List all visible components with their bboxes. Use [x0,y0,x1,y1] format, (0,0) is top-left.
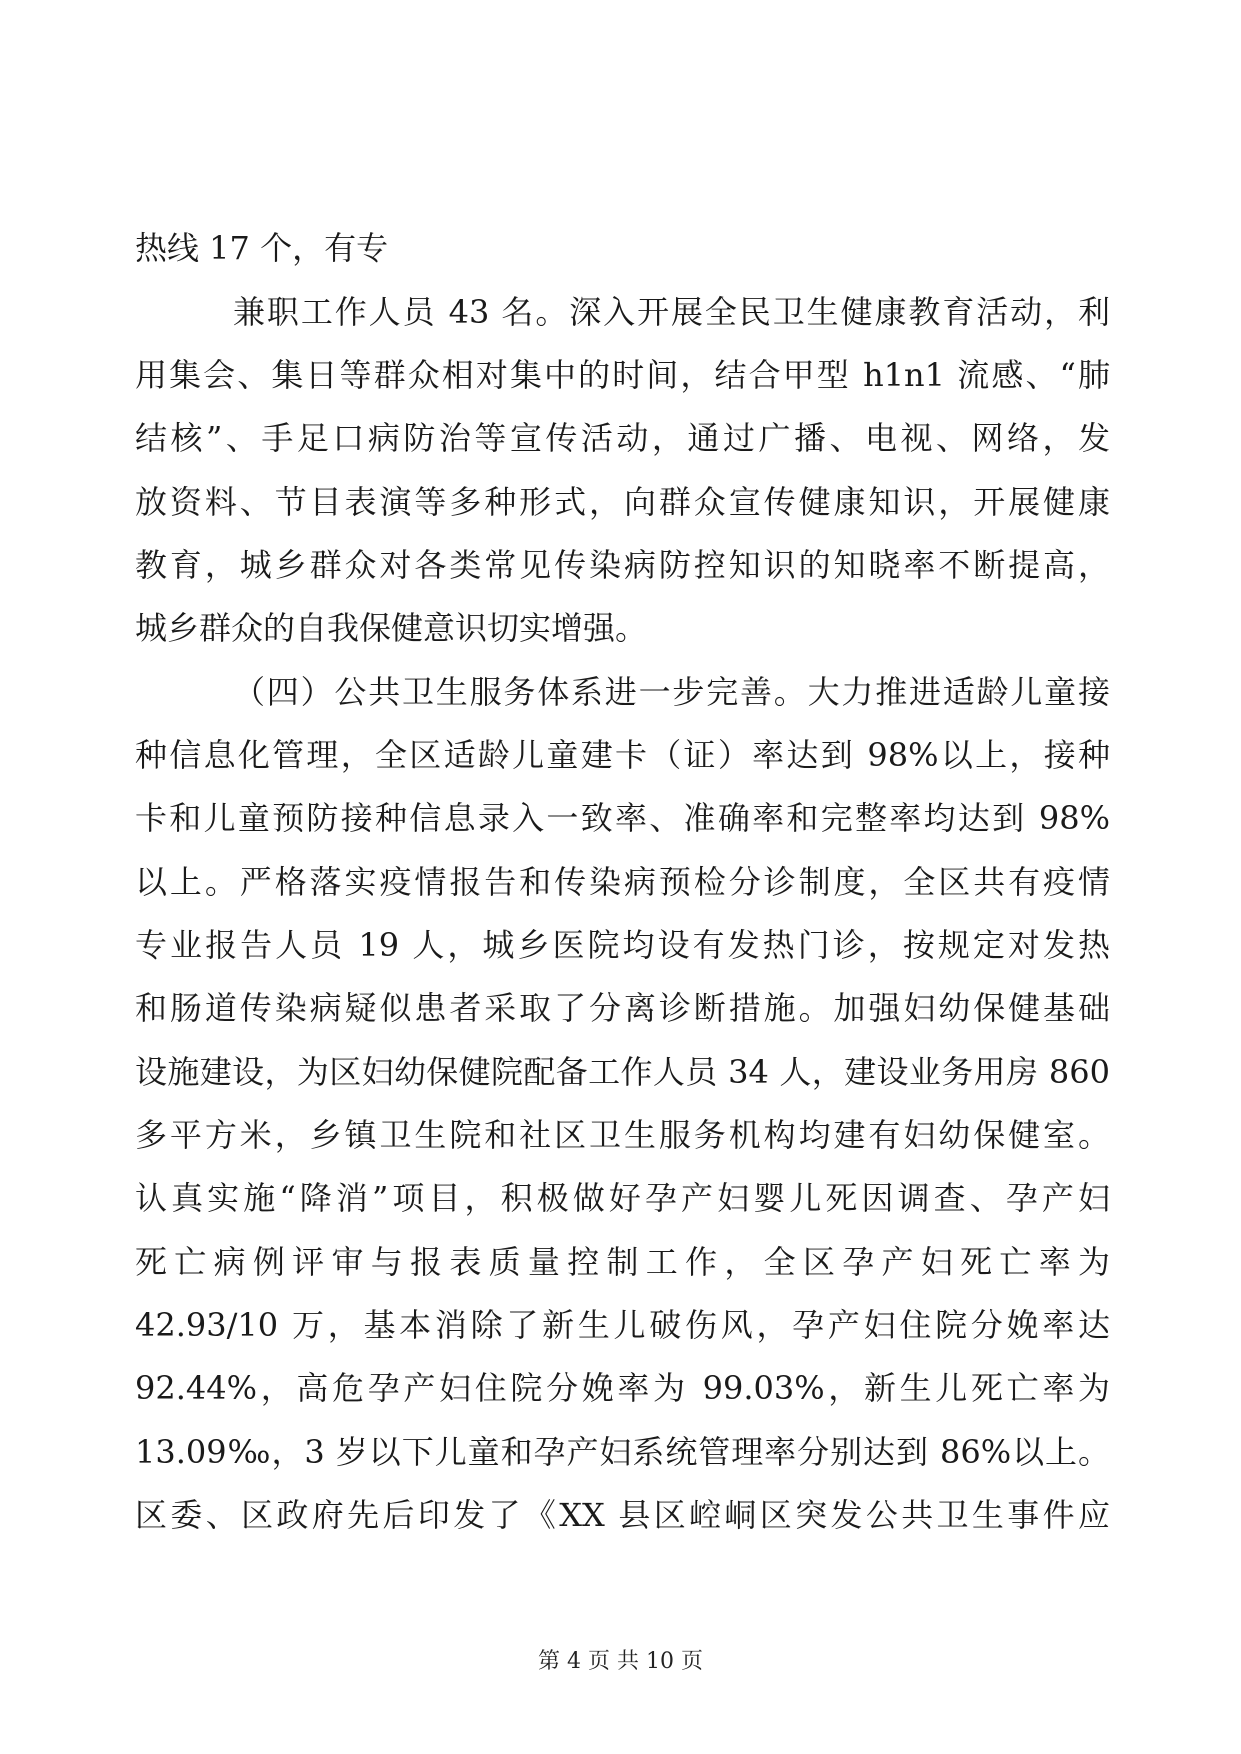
text-line: 卡和儿童预防接种信息录入一致率、准确率和完整率均达到 98% [135,799,1110,837]
text-line: 多平方米，乡镇卫生院和社区卫生服务机构均建有妇幼保健室。 [135,1116,1110,1154]
text-line: 42.93/10 万，基本消除了新生儿破伤风，孕产妇住院分娩率达 [135,1306,1110,1344]
text-line: 设施建设，为区妇幼保健院配备工作人员 34 人，建设业务用房 860 [135,1053,1110,1091]
text-line: 13.09‰，3 岁以下儿童和孕产妇系统管理率分别达到 86%以上。 [135,1433,1110,1471]
text-line: 死亡病例评审与报表质量控制工作，全区孕产妇死亡率为 [135,1243,1110,1281]
text-line: 用集会、集日等群众相对集中的时间，结合甲型 h1n1 流感、“肺 [135,356,1110,394]
text-line: 专业报告人员 19 人，城乡医院均设有发热门诊，按规定对发热 [135,926,1110,964]
text-line: 认真实施“降消”项目，积极做好孕产妇婴儿死因调查、孕产妇 [135,1179,1110,1217]
text-line: 城乡群众的自我保健意识切实增强。 [135,609,648,647]
text-line: 放资料、节目表演等多种形式，向群众宣传健康知识，开展健康 [135,483,1110,521]
text-line: 教育，城乡群众对各类常见传染病防控知识的知晓率不断提高， [135,546,1110,584]
text-line: 和肠道传染病疑似患者采取了分离诊断措施。加强妇幼保健基础 [135,989,1110,1027]
text-line: 以上。严格落实疫情报告和传染病预检分诊制度，全区共有疫情 [135,863,1110,901]
text-line: 区委、区政府先后印发了《XX 县区崆峒区突发公共卫生事件应 [135,1496,1110,1534]
page-number-footer: 第 4 页 共 10 页 [538,1649,703,1674]
text-line: 92.44%，高危孕产妇住院分娩率为 99.03%，新生儿死亡率为 [135,1369,1110,1407]
text-line: （四）公共卫生服务体系进一步完善。大力推进适龄儿童接 [233,673,1110,711]
text-line: 兼职工作人员 43 名。深入开展全民卫生健康教育活动，利 [233,293,1110,331]
text-line: 结核”、手足口病防治等宣传活动，通过广播、电视、网络，发 [135,419,1110,457]
text-line: 热线 17 个，有专 [135,229,389,267]
text-line: 种信息化管理，全区适龄儿童建卡（证）率达到 98%以上，接种 [135,736,1110,774]
